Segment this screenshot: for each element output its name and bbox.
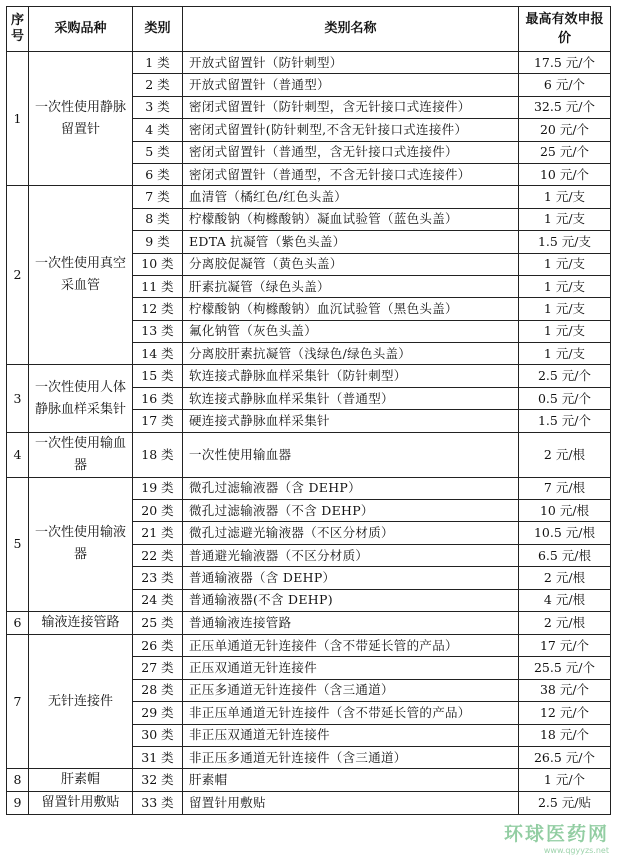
class-cell: 26 类 [133, 634, 183, 656]
product-cell: 无针连接件 [29, 634, 133, 768]
class-name-cell: 氟化钠管（灰色头盖） [183, 320, 519, 342]
price-cell: 32.5 元/个 [519, 96, 611, 118]
class-name-cell: 非正压单通道无针连接件（含不带延长管的产品） [183, 702, 519, 724]
class-name-cell: 密闭式留置针（普通型，含无针接口式连接件） [183, 141, 519, 163]
class-cell: 10 类 [133, 253, 183, 275]
price-cell: 20 元/个 [519, 119, 611, 141]
price-cell: 1 元/个 [519, 769, 611, 792]
class-cell: 15 类 [133, 365, 183, 387]
class-cell: 22 类 [133, 544, 183, 566]
price-cell: 1 元/支 [519, 275, 611, 297]
class-name-cell: 普通输液连接管路 [183, 611, 519, 634]
class-cell: 13 类 [133, 320, 183, 342]
price-cell: 10 元/根 [519, 500, 611, 522]
table-row [7, 52, 611, 74]
seq-cell: 1 [7, 52, 29, 186]
class-name-cell: 正压单通道无针连接件（含不带延长管的产品） [183, 634, 519, 656]
price-cell: 2.5 元/贴 [519, 792, 611, 815]
price-cell: 1 元/支 [519, 186, 611, 208]
price-cell: 17.5 元/个 [519, 52, 611, 74]
class-name-cell: 普通输液器(不含 DEHP) [183, 589, 519, 611]
class-name-cell: EDTA 抗凝管（紫色头盖） [183, 231, 519, 253]
class-name-cell: 普通避光输液器（不区分材质） [183, 544, 519, 566]
price-cell: 1.5 元/个 [519, 410, 611, 432]
class-name-cell: 肝素帽 [183, 769, 519, 792]
class-cell: 32 类 [133, 769, 183, 792]
price-cell: 2 元/根 [519, 567, 611, 589]
price-cell: 18 元/个 [519, 724, 611, 746]
class-cell: 5 类 [133, 141, 183, 163]
class-name-cell: 微孔过滤输液器（不含 DEHP） [183, 500, 519, 522]
header-row [7, 7, 611, 52]
price-cell: 4 元/根 [519, 589, 611, 611]
price-cell: 2 元/根 [519, 611, 611, 634]
price-cell: 6 元/个 [519, 74, 611, 96]
class-cell: 30 类 [133, 724, 183, 746]
class-cell: 6 类 [133, 163, 183, 185]
class-cell: 19 类 [133, 477, 183, 499]
class-name-cell: 开放式留置针（普通型） [183, 74, 519, 96]
class-cell: 3 类 [133, 96, 183, 118]
price-cell: 38 元/个 [519, 679, 611, 701]
class-name-cell: 微孔过滤输液器（含 DEHP） [183, 477, 519, 499]
price-cell: 6.5 元/根 [519, 544, 611, 566]
seq-cell: 8 [7, 769, 29, 792]
price-cell: 12 元/个 [519, 702, 611, 724]
seq-cell: 4 [7, 432, 29, 477]
class-name-cell: 开放式留置针（防针刺型） [183, 52, 519, 74]
table-row [7, 186, 611, 208]
table-row [7, 769, 611, 792]
price-cell: 1 元/支 [519, 343, 611, 365]
seq-cell: 5 [7, 477, 29, 611]
price-cell: 1 元/支 [519, 320, 611, 342]
price-cell: 10.5 元/根 [519, 522, 611, 544]
class-name-cell: 非正压双通道无针连接件 [183, 724, 519, 746]
class-cell: 14 类 [133, 343, 183, 365]
table-row [7, 792, 611, 815]
class-name-cell: 普通输液器（含 DEHP） [183, 567, 519, 589]
seq-cell: 6 [7, 611, 29, 634]
class-name-cell: 血清管（橘红色/红色头盖） [183, 186, 519, 208]
class-cell: 31 类 [133, 746, 183, 768]
header-seq: 序号 [7, 7, 29, 52]
class-cell: 27 类 [133, 657, 183, 679]
seq-cell: 3 [7, 365, 29, 432]
class-name-cell: 分离胶肝素抗凝管（浅绿色/绿色头盖） [183, 343, 519, 365]
class-cell: 21 类 [133, 522, 183, 544]
product-cell: 一次性使用人体静脉血样采集针 [29, 365, 133, 432]
price-cell: 2 元/根 [519, 432, 611, 477]
class-name-cell: 硬连接式静脉血样采集针 [183, 410, 519, 432]
class-name-cell: 密闭式留置针(防针刺型,不含无针接口式连接件） [183, 119, 519, 141]
header-product: 采购品种 [29, 7, 133, 52]
class-cell: 11 类 [133, 275, 183, 297]
watermark [504, 819, 609, 855]
class-cell: 1 类 [133, 52, 183, 74]
product-cell: 留置针用敷贴 [29, 792, 133, 815]
product-cell: 一次性使用输液器 [29, 477, 133, 611]
price-cell: 10 元/个 [519, 163, 611, 185]
price-cell: 1.5 元/支 [519, 231, 611, 253]
price-cell: 17 元/个 [519, 634, 611, 656]
seq-cell: 9 [7, 792, 29, 815]
table-row [7, 365, 611, 387]
class-cell: 4 类 [133, 119, 183, 141]
class-name-cell: 非正压多通道无针连接件（含三通道） [183, 746, 519, 768]
class-cell: 20 类 [133, 500, 183, 522]
class-cell: 9 类 [133, 231, 183, 253]
class-cell: 33 类 [133, 792, 183, 815]
header-class: 类别 [133, 7, 183, 52]
class-cell: 18 类 [133, 432, 183, 477]
class-name-cell: 柠檬酸钠（枸橼酸钠）凝血试验管（蓝色头盖） [183, 208, 519, 230]
class-cell: 28 类 [133, 679, 183, 701]
class-cell: 25 类 [133, 611, 183, 634]
class-cell: 16 类 [133, 387, 183, 409]
class-cell: 23 类 [133, 567, 183, 589]
class-cell: 17 类 [133, 410, 183, 432]
table-row [7, 432, 611, 477]
table-row [7, 477, 611, 499]
class-name-cell: 软连接式静脉血样采集针（防针刺型） [183, 365, 519, 387]
class-name-cell: 留置针用敷贴 [183, 792, 519, 815]
class-name-cell: 微孔过滤避光输液器（不区分材质） [183, 522, 519, 544]
class-cell: 12 类 [133, 298, 183, 320]
seq-cell: 2 [7, 186, 29, 365]
seq-cell: 7 [7, 634, 29, 768]
class-name-cell: 柠檬酸钠（枸橼酸钠）血沉试验管（黑色头盖） [183, 298, 519, 320]
price-cell: 25 元/个 [519, 141, 611, 163]
price-cell: 1 元/支 [519, 253, 611, 275]
product-cell: 一次性使用真空采血管 [29, 186, 133, 365]
watermark-text: 环球医药网 [503, 823, 609, 845]
table-row [7, 611, 611, 634]
price-cell: 26.5 元/个 [519, 746, 611, 768]
product-cell: 一次性使用静脉留置针 [29, 52, 133, 186]
price-cell: 1 元/支 [519, 298, 611, 320]
class-cell: 8 类 [133, 208, 183, 230]
class-name-cell: 分离胶促凝管（黄色头盖） [183, 253, 519, 275]
class-cell: 24 类 [133, 589, 183, 611]
table-row [7, 634, 611, 656]
price-cell: 7 元/根 [519, 477, 611, 499]
class-name-cell: 密闭式留置针（普通型，不含无针接口式连接件） [183, 163, 519, 185]
product-cell: 输液连接管路 [29, 611, 133, 634]
price-cell: 1 元/支 [519, 208, 611, 230]
class-cell: 2 类 [133, 74, 183, 96]
table-body [7, 52, 611, 815]
watermark-url: www.qgyyzs.net [543, 846, 609, 855]
class-name-cell: 一次性使用输血器 [183, 432, 519, 477]
class-name-cell: 正压双通道无针连接件 [183, 657, 519, 679]
product-cell: 肝素帽 [29, 769, 133, 792]
price-table [6, 6, 611, 815]
class-name-cell: 正压多通道无针连接件（含三通道） [183, 679, 519, 701]
class-name-cell: 密闭式留置针（防针刺型，含无针接口式连接件） [183, 96, 519, 118]
class-cell: 7 类 [133, 186, 183, 208]
class-cell: 29 类 [133, 702, 183, 724]
header-class-name: 类别名称 [183, 7, 519, 52]
product-cell: 一次性使用输血器 [29, 432, 133, 477]
price-cell: 2.5 元/个 [519, 365, 611, 387]
header-price: 最高有效申报价 [519, 7, 611, 52]
class-name-cell: 软连接式静脉血样采集针（普通型） [183, 387, 519, 409]
price-cell: 25.5 元/个 [519, 657, 611, 679]
price-cell: 0.5 元/个 [519, 387, 611, 409]
class-name-cell: 肝素抗凝管（绿色头盖） [183, 275, 519, 297]
